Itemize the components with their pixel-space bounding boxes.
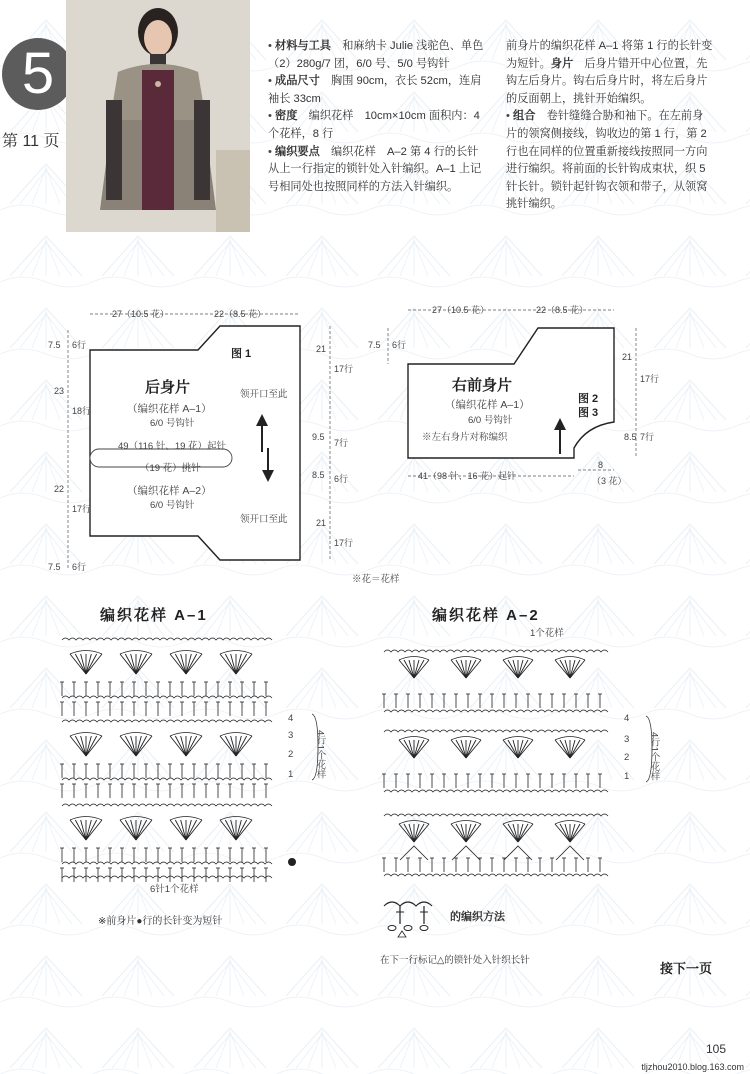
- instructions-column: [506, 38, 714, 214]
- fig2-label: 图 2: [578, 393, 599, 405]
- a2-row-label-1: 1: [624, 771, 630, 782]
- back-right-rows-3: 6行: [334, 474, 349, 484]
- stitch-symbol: [560, 740, 570, 758]
- stitch-symbol: [125, 654, 136, 674]
- chain-row: [62, 638, 272, 640]
- stitch-symbol: [136, 820, 147, 840]
- continue-next-page: 接下一页: [659, 961, 712, 976]
- back-left-dim-1: 7.5: [48, 340, 61, 350]
- back-pickup: （19 花）挑针: [140, 463, 201, 474]
- stitch-symbol: [86, 736, 97, 756]
- chain-row: [384, 730, 608, 732]
- a2-top-label: 1个花样: [530, 628, 564, 639]
- pattern-number-badge: 5: [2, 38, 74, 110]
- stitch-symbol: [555, 821, 585, 825]
- front-left-dim: 7.5: [368, 340, 381, 350]
- stitch-symbol: [186, 736, 197, 756]
- back-hook-bottom: 6/0 号钩针: [150, 500, 195, 511]
- instructions-text: 前身片的编织花样 A–1 将第 1 行的长针变为短针。身片 后身片错开中心位置，先钩左后身片。钩右后身片时，将左后身片的反面朝上，挑针开始编织。: [506, 40, 713, 105]
- front-right-rows-2: 7行: [640, 432, 655, 442]
- chain-row: [62, 876, 272, 878]
- stitch-symbol: [555, 657, 585, 661]
- chain-row: [384, 710, 608, 712]
- stitch-symbol: [555, 737, 585, 741]
- back-dim-top-left: 27（10.5 花）: [112, 309, 170, 319]
- a1-row-label-3: 3: [288, 730, 294, 741]
- chain-row: [62, 804, 272, 806]
- stitch-symbol: [220, 733, 252, 737]
- stitch-symbol: [503, 657, 533, 661]
- fig3-label: 图 3: [578, 407, 599, 419]
- chain-row: [384, 650, 608, 652]
- chart-a2-title: 编织花样 A–2: [432, 607, 540, 624]
- front-body-schematic: [368, 304, 659, 486]
- stitch-symbol: [70, 651, 102, 655]
- front-right-dim-1: 21: [622, 352, 633, 362]
- a2-row-label-2: 2: [624, 752, 630, 763]
- chain-row: [62, 720, 272, 722]
- back-stitch-top: （编织花样 A–1）: [127, 403, 212, 415]
- stitch-symbol: [570, 740, 580, 758]
- stitch-symbol: [503, 821, 533, 825]
- stitch-symbol: [400, 846, 428, 860]
- crochet-chart-a1: [50, 630, 340, 895]
- front-stitch: （编织花样 A–1）: [445, 399, 530, 411]
- stitch-symbol: [175, 736, 186, 756]
- stitch-symbol: [86, 654, 97, 674]
- stitch-symbol: [236, 736, 247, 756]
- stitch-symbol: [560, 660, 570, 678]
- back-left-dim-2: 23: [54, 386, 65, 396]
- stitch-symbol: [456, 740, 466, 758]
- stitch-symbol: [404, 660, 414, 678]
- assembly-text: • 组合 卷针缝缝合胁和袖下。在左前身片的领窝侧接线，钩收边的第 1 行，第 2 行也在同样的位置重新接线按照同一方向进行编织。将前面的长针钩成束状，织 5 针长针。锁针起针钩衣领和带子，从领窝挑针编织。: [506, 110, 708, 211]
- front-dim-top-left: 27（10.5 花）: [432, 305, 490, 315]
- front-mirror-note: ※左右身片对称编织: [422, 432, 508, 443]
- stitch-symbol: [451, 657, 481, 661]
- stitch-symbol: [236, 820, 247, 840]
- back-left-rows-4: 6行: [72, 562, 87, 572]
- stitch-symbol: [170, 651, 202, 655]
- back-dim-top-right: 22（8.5 花）: [214, 309, 267, 319]
- stitch-symbol: [518, 740, 528, 758]
- model-photo: [66, 0, 250, 232]
- neck-opening-top: 领开口至此: [240, 389, 288, 400]
- flower-note: ※花＝花样: [352, 574, 400, 585]
- chain-row: [62, 778, 272, 780]
- stitch-symbol: [225, 820, 236, 840]
- a1-row-label-2: 2: [288, 749, 294, 760]
- a2-row-label-4: 4: [624, 713, 630, 724]
- stitch-method-title: 的编织方法: [450, 911, 505, 923]
- a1-repeat-label: 4行1个花样: [314, 730, 326, 779]
- stitch-symbol: [399, 657, 429, 661]
- stitch-symbol: [399, 821, 429, 825]
- stitch-symbol: [120, 733, 152, 737]
- stitch-symbol: [456, 660, 466, 678]
- stitch-symbol: [466, 660, 476, 678]
- a1-bottom-label: 6针1个花样: [150, 884, 199, 895]
- front-hook: 6/0 号钩针: [468, 415, 513, 426]
- back-right-dim-3: 8.5: [312, 470, 325, 480]
- stitch-symbol: [75, 654, 86, 674]
- stitch-symbol: [399, 737, 429, 741]
- stitch-symbol: [236, 654, 247, 674]
- back-stitch-bottom: （编织花样 A–2）: [127, 485, 212, 497]
- stitch-symbol: [456, 824, 466, 842]
- chain-row: [62, 862, 272, 864]
- a1-row-label-4: 4: [288, 713, 294, 724]
- chart-a1-note: ※前身片●行的长针变为短针: [98, 916, 223, 927]
- back-left-rows-1: 6行: [72, 340, 87, 350]
- stitch-symbol: [414, 660, 424, 678]
- crochet-chart-a2: [374, 620, 674, 885]
- chain-row: [62, 696, 272, 698]
- back-right-rows-2: 7行: [334, 438, 349, 448]
- back-right-rows-4: 17行: [334, 538, 354, 548]
- stitch-symbol: [225, 654, 236, 674]
- chain-row: [384, 814, 608, 816]
- stitch-symbol: [503, 737, 533, 741]
- front-dim-corner: 8: [598, 460, 604, 470]
- stitch-symbol: [518, 660, 528, 678]
- neck-opening-bottom: 领开口至此: [240, 514, 288, 525]
- stitch-symbol: [225, 736, 236, 756]
- fig1-label: 图 1: [231, 348, 252, 360]
- back-left-dim-4: 7.5: [48, 562, 61, 572]
- stitch-symbol: [220, 651, 252, 655]
- stitch-symbol: [451, 821, 481, 825]
- back-left-dim-3: 22: [54, 484, 65, 494]
- chart-a1-title: 编织花样 A–1: [100, 607, 208, 624]
- chart-a1-motifs: [60, 638, 296, 882]
- stitch-symbol: [508, 824, 518, 842]
- front-right-dim-2: 8.5: [624, 432, 637, 442]
- stitch-symbol: [120, 651, 152, 655]
- stitch-symbol: [220, 817, 252, 821]
- stitch-symbol: [186, 654, 197, 674]
- front-dim-corner-sub: （3 花）: [592, 476, 627, 486]
- stitch-symbol: [570, 824, 580, 842]
- back-right-dim-2: 9.5: [312, 432, 325, 442]
- front-body-title: 右前身片: [452, 377, 513, 394]
- stitch-symbol: [75, 820, 86, 840]
- stitch-symbol: [125, 820, 136, 840]
- stitch-symbol: [70, 733, 102, 737]
- front-left-rows: 6行: [392, 340, 407, 350]
- page-number: 105: [705, 1042, 726, 1056]
- start-marker: [288, 858, 296, 866]
- stitch-symbol: [466, 740, 476, 758]
- back-hook-top: 6/0 号钩针: [150, 418, 195, 429]
- front-right-rows-1: 17行: [640, 374, 660, 384]
- stitch-symbol: [125, 736, 136, 756]
- stitch-symbol: [556, 846, 584, 860]
- back-left-rows-2: 18行: [72, 406, 92, 416]
- stitch-symbol: [570, 660, 580, 678]
- back-body-title: 后身片: [145, 379, 191, 396]
- chain-row: [384, 874, 608, 876]
- front-dim-top-right: 22（8.5 花）: [536, 305, 589, 315]
- stitch-symbol: [518, 824, 528, 842]
- materials-column: [268, 38, 488, 196]
- chart-a2-motifs: [382, 650, 608, 876]
- front-start-chain: 41（98 针、16 花）起针: [418, 471, 517, 481]
- stitch-symbol: [404, 824, 414, 842]
- stitch-symbol: [86, 820, 97, 840]
- schematic-diagrams: [0, 290, 750, 590]
- stitch-symbol: [170, 733, 202, 737]
- chain-row: [384, 790, 608, 792]
- stitch-symbol: [70, 817, 102, 821]
- materials-item: • 材料与工具 和麻纳卡 Julie 浅驼色、单色（2）280g/7 团，6/0 号、5/0 号钩针: [268, 40, 484, 70]
- stitch-symbol: [120, 817, 152, 821]
- stitch-symbol: [451, 737, 481, 741]
- stitch-symbol: [75, 736, 86, 756]
- key-points-item: • 编织要点 编织花样 A–2 第 4 行的长针从上一行指定的锁针处入针编织。A–1 上记号相同处也按照同样的方法入针编织。: [268, 145, 482, 193]
- stitch-symbol: [508, 740, 518, 758]
- stitch-symbol: [175, 820, 186, 840]
- stitch-symbol: [414, 824, 424, 842]
- stitch-symbol: [175, 654, 186, 674]
- back-body-schematic: [48, 308, 400, 585]
- size-item: • 成品尺寸 胸围 90cm，衣长 52cm，连肩袖长 33cm: [268, 75, 482, 105]
- back-left-rows-3: 17行: [72, 504, 92, 514]
- stitch-symbol: [560, 824, 570, 842]
- back-right-dim-4: 21: [316, 518, 327, 528]
- back-right-rows-1: 17行: [334, 364, 354, 374]
- a2-row-label-3: 3: [624, 734, 630, 745]
- stitch-method-icon: [378, 896, 458, 938]
- a1-row-label-1: 1: [288, 769, 294, 780]
- page-reference: 第 11 页: [2, 133, 60, 150]
- stitch-symbol: [170, 817, 202, 821]
- blog-watermark: tljzhou2010.blog.163.com: [641, 1062, 744, 1072]
- stitch-symbol: [466, 824, 476, 842]
- stitch-symbol: [136, 654, 147, 674]
- stitch-symbol: [404, 740, 414, 758]
- stitch-symbol: [508, 660, 518, 678]
- stitch-symbol: [136, 736, 147, 756]
- a2-repeat-label: 4行1个花样: [648, 732, 660, 781]
- back-right-dim-1: 21: [316, 344, 327, 354]
- back-start-chain: 49（116 针、19 花）起针: [118, 441, 227, 452]
- stitch-symbol: [186, 820, 197, 840]
- stitch-method-note: 在下一行标记△的锁针处入针织长针: [380, 955, 530, 966]
- gauge-item: • 密度 编织花样 10cm×10cm 面积内：4 个花样，8 行: [268, 110, 480, 140]
- stitch-symbol: [414, 740, 424, 758]
